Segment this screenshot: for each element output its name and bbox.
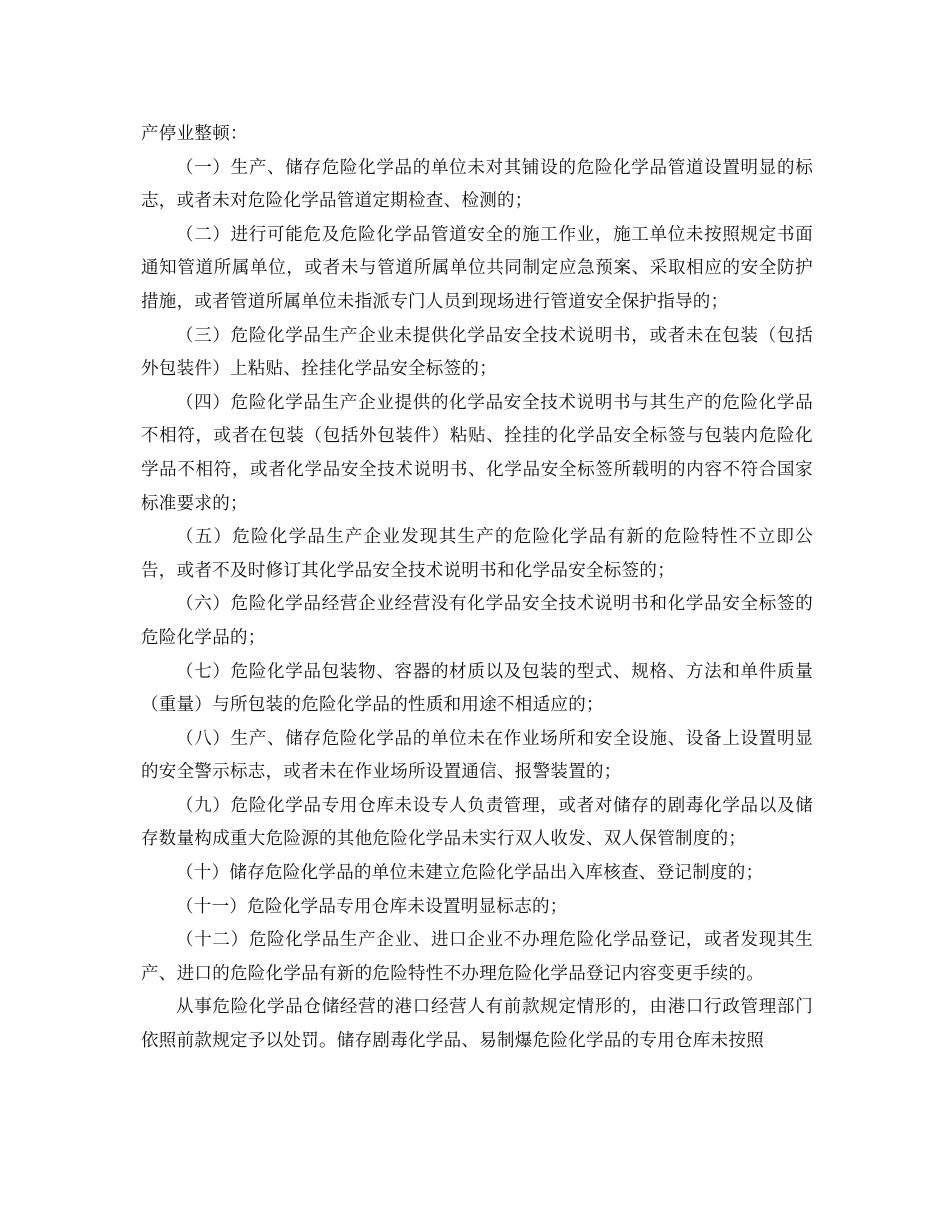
paragraph-item-11: （十一）危险化学品专用仓库未设置明显标志的；	[176, 896, 568, 917]
paragraph-port-operator: 从事危险化学品仓储经营的港口经营人有前款规定情形的，由港口行政管理部门依照前款规定予以处罚。储存剧毒化学品、易制爆危险化学品的专用仓库未按照	[141, 997, 813, 1052]
paragraph-item-2: （二）进行可能危及危险化学品管道安全的施工作业，施工单位未按照规定书面通知管道所属单位，或者未与管道所属单位共同制定应急预案、采取相应的安全防护措施，或者管道所属单位未指派专门人员到现场进行管道安全保护指导的；	[141, 224, 813, 312]
paragraph-item-5: （五）危险化学品生产企业发现其生产的危险化学品有新的危险特性不立即公告，或者不及时修订其化学品安全技术说明书和化学品安全标签的；	[141, 527, 813, 581]
paragraph-item-7: （七）危险化学品包装物、容器的材质以及包装的型式、规格、方法和单件质量（重量）与所包装的危险化学品的性质和用途不相适应的；	[141, 661, 813, 716]
paragraph-item-4: （四）危险化学品生产企业提供的化学品安全技术说明书与其生产的危险化学品不相符，或者在包装（包括外包装件）粘贴、拴挂的化学品安全标签与包装内危险化学品不相符，或者化学品安全技术说明书、化学品安全标签所载明的内容不符合国家标准要求的；	[141, 392, 813, 514]
document-page	[141, 118, 813, 1059]
paragraph-item-1: （一）生产、储存危险化学品的单位未对其铺设的危险化学品管道设置明显的标志，或者未对危险化学品管道定期检查、检测的；	[141, 157, 813, 212]
paragraph-item-3: （三）危险化学品生产企业未提供化学品安全技术说明书，或者未在包装（包括外包装件）上粘贴、拴挂化学品安全标签的；	[141, 325, 813, 380]
paragraph-item-8: （八）生产、储存危险化学品的单位未在作业场所和安全设施、设备上设置明显的安全警示标志，或者未在作业场所设置通信、报警装置的；	[141, 728, 813, 783]
paragraph-item-9: （九）危险化学品专用仓库未设专人负责管理，或者对储存的剧毒化学品以及储存数量构成重大危险源的其他危险化学品未实行双人收发、双人保管制度的；	[141, 795, 813, 850]
paragraph-item-12: （十二）危险化学品生产企业、进口企业不办理危险化学品登记，或者发现其生产、进口的危险化学品有新的危险特性不办理危险化学品登记内容变更手续的。	[141, 930, 813, 984]
paragraph-item-10: （十）储存危险化学品的单位未建立危险化学品出入库核查、登记制度的；	[176, 863, 764, 884]
paragraph-continuation: 产停业整顿：	[141, 124, 248, 144]
paragraph-item-6: （六）危险化学品经营企业经营没有化学品安全技术说明书和化学品安全标签的危险化学品的；	[141, 594, 813, 648]
